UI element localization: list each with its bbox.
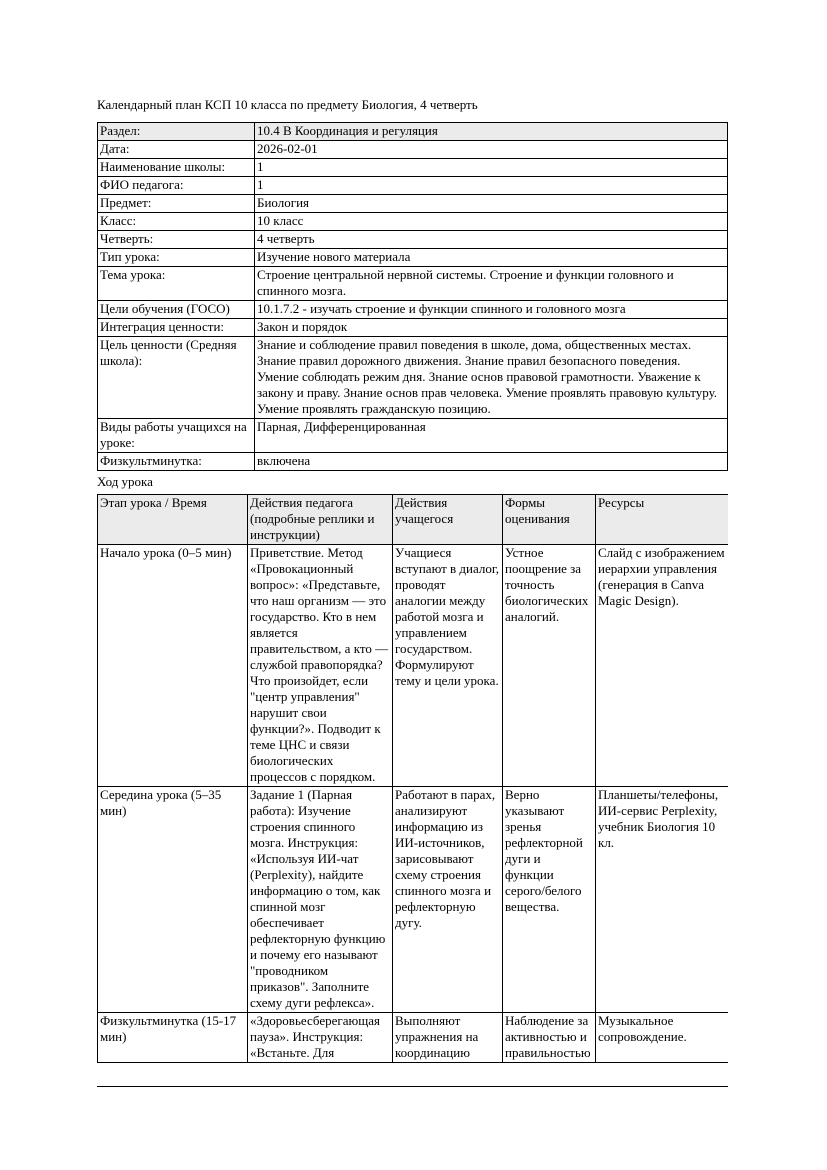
info-row-value: Закон и порядок bbox=[255, 319, 728, 337]
info-row-value: 10.4 В Координация и регуляция bbox=[255, 123, 728, 141]
lesson-table-page-clip bbox=[97, 494, 728, 1087]
info-row-value: Биология bbox=[255, 195, 728, 213]
lesson-column-header: Этап урока / Время bbox=[98, 495, 248, 545]
info-row-value: Строение центральной нервной системы. Строение и функции головного и спинного мозга. bbox=[255, 267, 728, 301]
info-table-row bbox=[98, 267, 728, 301]
lesson-column-header: Действия педагога (подробные реплики и инструкции) bbox=[248, 495, 393, 545]
info-row-label: Раздел: bbox=[98, 123, 255, 141]
lesson-cell-teacher: Задание 1 (Парная работа): Изучение строения спинного мозга. Инструкция: «Используя ИИ-чат (Perplexity), найдите информацию о том, как спинной мозг обеспечивает рефлекторную функцию и почему его называют "проводником приказов". Заполните схему дуги рефлекса». bbox=[248, 787, 393, 1013]
info-table-row bbox=[98, 301, 728, 319]
info-table-row bbox=[98, 195, 728, 213]
info-row-value: 10.1.7.2 - изучать строение и функции спинного и головного мозга bbox=[255, 301, 728, 319]
lesson-cell-resources: Планшеты/телефоны, ИИ-сервис Perplexity, учебник Биология 10 кл. bbox=[596, 787, 729, 1013]
info-row-value: 1 bbox=[255, 159, 728, 177]
lesson-column-header: Ресурсы bbox=[596, 495, 729, 545]
info-table bbox=[97, 122, 728, 471]
info-row-label: Цель ценности (Средняя школа): bbox=[98, 337, 255, 419]
info-row-label: Класс: bbox=[98, 213, 255, 231]
lesson-table-header-row bbox=[98, 495, 729, 545]
info-row-value: 4 четверть bbox=[255, 231, 728, 249]
lesson-table-row bbox=[98, 787, 729, 1013]
info-table-body bbox=[98, 123, 728, 471]
lesson-cell-teacher: Приветствие. Метод «Провокационный вопрос»: «Представьте, что наш организм — это государство. Кто в нем является правительством, а кто — службой правопорядка? Что произойдет, если "центр управления" нарушит свои функции?». Подводит к теме ЦНС и связи биологических процессов с порядком. bbox=[248, 545, 393, 787]
info-row-value: Знание и соблюдение правил поведения в школе, дома, общественных местах. Знание правил дорожного движения. Знание правил безопасного поведения. Умение соблюдать режим дня. Знание основ правовой грамотности. Уважение к закону и праву. Знание основ прав человека. Умение проявлять правовую культуру. Умение проявлять гражданскую позицию. bbox=[255, 337, 728, 419]
info-row-value: Парная, Дифференцированная bbox=[255, 419, 728, 453]
info-table-row bbox=[98, 159, 728, 177]
lesson-table-row bbox=[98, 1013, 729, 1063]
info-table-row bbox=[98, 231, 728, 249]
info-row-value: 2026-02-01 bbox=[255, 141, 728, 159]
info-row-label: Физкультминутка: bbox=[98, 453, 255, 471]
lesson-cell-student: Учащиеся вступают в диалог, проводят аналогии между работой мозга и управлением государством. Формулируют тему и цели урока. bbox=[393, 545, 503, 787]
info-table-row bbox=[98, 141, 728, 159]
info-row-label: ФИО педагога: bbox=[98, 177, 255, 195]
info-row-label: Наименование школы: bbox=[98, 159, 255, 177]
lesson-cell-assessment: Верно указывают зренья рефлекторной дуги и функции серого/белого вещества. bbox=[503, 787, 596, 1013]
info-row-label: Интеграция ценности: bbox=[98, 319, 255, 337]
lesson-table-row bbox=[98, 545, 729, 787]
info-table-row bbox=[98, 337, 728, 419]
info-row-label: Тема урока: bbox=[98, 267, 255, 301]
lesson-cell-resources: Музыкальное сопровождение. bbox=[596, 1013, 729, 1063]
lesson-column-header: Формы оценивания bbox=[503, 495, 596, 545]
lesson-cell-stage: Середина урока (5–35 мин) bbox=[98, 787, 248, 1013]
lesson-cell-student: Работают в парах, анализируют информацию из ИИ-источников, зарисовывают схему строения спинного мозга и рефлекторную дугу. bbox=[393, 787, 503, 1013]
lesson-cell-stage: Начало урока (0–5 мин) bbox=[98, 545, 248, 787]
info-table-row bbox=[98, 453, 728, 471]
lesson-cell-student: Выполняют упражнения на координацию bbox=[393, 1013, 503, 1063]
page-title: Календарный план КСП 10 класса по предмету Биология, 4 четверть bbox=[97, 97, 478, 112]
info-row-label: Дата: bbox=[98, 141, 255, 159]
info-row-label: Тип урока: bbox=[98, 249, 255, 267]
info-table-row bbox=[98, 249, 728, 267]
lesson-column-header: Действия учащегося bbox=[393, 495, 503, 545]
lesson-cell-assessment: Устное поощрение за точность биологических аналогий. bbox=[503, 545, 596, 787]
section-heading: Ход урока bbox=[97, 474, 153, 489]
info-row-label: Предмет: bbox=[98, 195, 255, 213]
info-table-row bbox=[98, 419, 728, 453]
info-table-row bbox=[98, 319, 728, 337]
info-row-value: включена bbox=[255, 453, 728, 471]
lesson-cell-stage: Физкультминутка (15-17 мин) bbox=[98, 1013, 248, 1063]
lesson-table-body bbox=[98, 545, 729, 1063]
lesson-table bbox=[97, 494, 728, 1063]
info-row-label: Четверть: bbox=[98, 231, 255, 249]
info-row-value: Изучение нового материала bbox=[255, 249, 728, 267]
info-row-value: 10 класс bbox=[255, 213, 728, 231]
info-row-label: Цели обучения (ГОСО) bbox=[98, 301, 255, 319]
info-row-value: 1 bbox=[255, 177, 728, 195]
info-table-row bbox=[98, 123, 728, 141]
info-table-row bbox=[98, 213, 728, 231]
lesson-cell-teacher: «Здоровьесберегающая пауза». Инструкция: «Встаньте. Для bbox=[248, 1013, 393, 1063]
lesson-cell-assessment: Наблюдение за активностью и правильностью bbox=[503, 1013, 596, 1063]
lesson-cell-resources: Слайд с изображением иерархии управления (генерация в Canva Magic Design). bbox=[596, 545, 729, 787]
info-row-label: Виды работы учащихся на уроке: bbox=[98, 419, 255, 453]
info-table-row bbox=[98, 177, 728, 195]
